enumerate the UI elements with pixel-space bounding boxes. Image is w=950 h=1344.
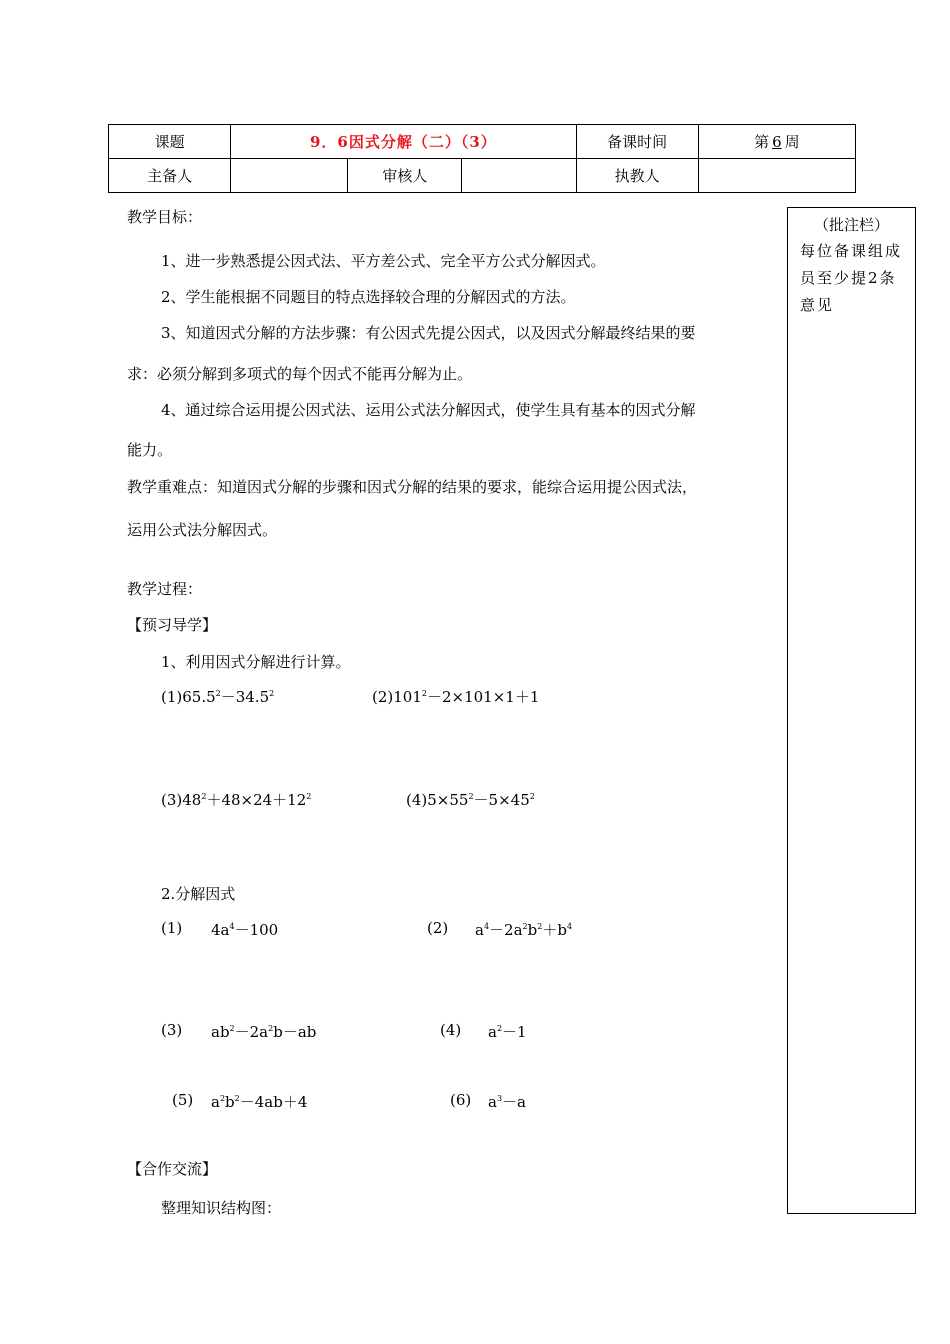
week-suffix: 周 (784, 133, 800, 151)
factor-4-number: (4) (440, 1021, 462, 1039)
lesson-title: 9．6因式分解（二）（3） (231, 125, 576, 159)
factor-4-expression: $a^2-1$ (488, 1023, 527, 1041)
sidebar-title: （批注栏） (813, 216, 889, 234)
week-number: 6 (772, 133, 782, 151)
objective-3-line1: 3、知道因式分解的方法步骤：有公因式先提公因式，以及因式分解最终结果的要 (161, 324, 696, 342)
reviewer-value (462, 159, 576, 193)
cooperation-line: 整理知识结构图： (161, 1199, 282, 1217)
week-prefix: 第 (754, 133, 770, 151)
prep-time-label: 备课时间 (576, 125, 698, 159)
topic-label: 课题 (109, 125, 231, 159)
objectives-heading: 教学目标： (127, 208, 203, 226)
keypoints-line2: 运用公式法分解因式。 (127, 521, 278, 539)
factor-1-expression: $4a^4-100$ (211, 921, 279, 939)
cooperation-heading: 【合作交流】 (127, 1160, 218, 1178)
factor-3-number: (3) (161, 1021, 183, 1039)
factor-6-expression: $a^3-a$ (488, 1093, 526, 1111)
calc-problem-2: $(2)101^2-2\times 101\times 1+1$ (372, 688, 540, 706)
preview-heading: 【预习导学】 (127, 616, 218, 634)
sidebar-text: 每位备课组成员至少提2条意见 (800, 242, 903, 314)
question-1-title: 1、利用因式分解进行计算。 (161, 653, 351, 671)
factor-5-expression: $a^2b^2-4ab+4$ (211, 1093, 308, 1111)
process-heading: 教学过程： (127, 580, 203, 598)
calc-problem-1: $(1)65.5^2-34.5^2$ (161, 688, 275, 706)
question-2-title: 2.分解因式 (161, 885, 236, 903)
header-table (108, 124, 856, 193)
teacher-value (698, 159, 855, 193)
factor-6-number: (6) (450, 1091, 472, 1109)
reviewer-label: 审核人 (348, 159, 462, 193)
objective-2: 2、学生能根据不同题目的特点选择较合理的分解因式的方法。 (161, 288, 576, 306)
annotation-sidebar (787, 207, 916, 1214)
objective-3-line2: 求：必须分解到多项式的每个因式不能再分解为止。 (127, 365, 473, 383)
factor-2-expression: $a^4-2a^2b^2+b^4$ (475, 921, 573, 939)
objective-4-line2: 能力。 (127, 441, 173, 459)
objective-1: 1、进一步熟悉提公因式法、平方差公式、完全平方公式分解因式。 (161, 252, 606, 270)
main-preparer-value (231, 159, 348, 193)
calc-problem-3: $(3)48^2+48\times 24+12^2$ (161, 791, 312, 809)
objective-4-line1: 4、通过综合运用提公因式法、运用公式法分解因式，使学生具有基本的因式分解 (161, 401, 696, 419)
factor-2-number: (2) (427, 919, 449, 937)
factor-1-number: (1) (161, 919, 183, 937)
teacher-label: 执教人 (576, 159, 698, 193)
week-cell (698, 125, 855, 159)
factor-3-expression: $ab^2-2a^2b-ab$ (211, 1023, 317, 1041)
calc-problem-4: $(4)5\times 55^2-5\times 45^2$ (406, 791, 535, 809)
keypoints-line1: 教学重难点：知道因式分解的步骤和因式分解的结果的要求，能综合运用提公因式法， (127, 478, 698, 496)
main-preparer-label: 主备人 (109, 159, 231, 193)
factor-5-number: (5) (172, 1091, 194, 1109)
